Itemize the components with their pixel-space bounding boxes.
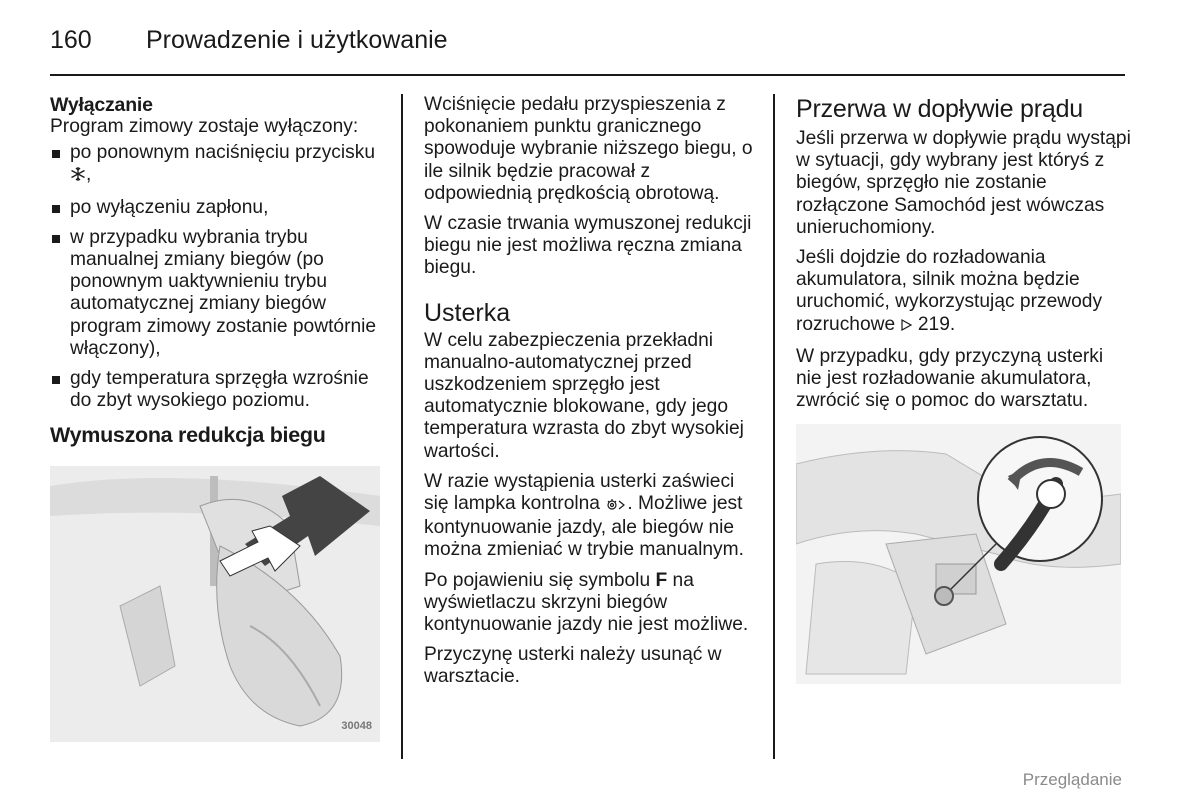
list-item — [50, 227, 385, 360]
paragraph: W celu zabezpieczenia przekładni manualno-automatycznej przed uszkodzeniem sprzęgło jest automatycznie blokowane, gdy jego temperatura wzrasta do zbyt wysokiej wartości. — [424, 329, 744, 462]
pedal-illustration — [50, 466, 380, 742]
paragraph — [424, 471, 759, 562]
paragraph: W czasie trwania wymuszonej redukcji biegu nie jest możliwa ręczna zmiana biegu. — [424, 213, 752, 279]
engine-illustration — [796, 424, 1121, 684]
page-reference-arrow-icon — [901, 316, 913, 338]
list-item-text: po wyłączeniu zapłonu, — [70, 196, 269, 218]
paragraph: Przyczynę usterki należy usunąć w warsztacie. — [424, 644, 722, 688]
page-number: 160 — [50, 26, 92, 54]
column-divider — [401, 94, 403, 759]
paragraph-text: Jeśli dojdzie do rozładowania akumulatora, silnik można będzie uruchomić, wykorzystując przewody rozruchowe — [796, 247, 1103, 335]
column-middle — [424, 94, 759, 697]
paragraph — [796, 247, 1131, 338]
list-item-text: po ponownym naciśnięciu przycisku — [70, 142, 376, 164]
bullet-icon — [52, 150, 60, 158]
paragraph-text: Po pojawieniu się symbolu — [424, 569, 651, 591]
page-title: Prowadzenie i użytkowanie — [146, 26, 448, 54]
intro-text: Program zimowy zostaje wyłączony: — [50, 116, 359, 137]
paragraph: Wciśnięcie pedału przyspieszenia z pokonaniem punktu granicznego spowoduje wybranie niższego biegu, o ile silnik będzie pracował z odpowiednią prędkością obrotową. — [424, 94, 753, 204]
section-heading-przerwa: Przerwa w dopływie prądu — [796, 95, 1083, 123]
paragraph-text: . Możliwe jest kontynuowanie jazdy, ale biegów nie można zmieniać w trybie manualnym. — [424, 493, 744, 561]
bullet-icon — [52, 376, 60, 384]
figure-code: 30048 — [341, 720, 372, 732]
gear-warning-icon — [605, 495, 627, 517]
list-item-text: w przypadku wybrania trybu manualnej zmiany biegów (po ponownym uaktywnieniu trybu automatycznej zmiany biegów program zimowy zostanie powtórnie włączony), — [70, 226, 377, 359]
symbol-f: F — [655, 569, 668, 591]
column-right — [796, 94, 1131, 420]
list-item — [50, 142, 385, 188]
paragraph — [424, 570, 759, 637]
bullet-icon — [52, 205, 60, 213]
page-reference: 219. — [917, 313, 956, 335]
paragraph: Jeśli przerwa w dopływie prądu wystąpi w sytuacji, gdy wybrany jest któryś z biegów, sprzęgło nie zostanie rozłączone Samochód jest wówczas unieruchomiony. — [796, 128, 1131, 238]
bullet-icon — [52, 235, 60, 243]
column-left — [50, 94, 385, 452]
list-item-text: gdy temperatura sprzęgła wzrośnie do zbyt wysokiego poziomu. — [70, 368, 369, 412]
header-divider — [50, 74, 1125, 76]
list-item — [50, 368, 385, 412]
snowflake-icon — [70, 166, 86, 188]
footer-label: Przeglądanie — [1022, 770, 1122, 789]
section-heading-redukcja: Wymuszona redukcja biegu — [50, 423, 326, 448]
bullet-list — [50, 142, 385, 412]
paragraph-text: na wyświetlaczu skrzyni biegów kontynuowanie jazdy nie jest możliwe. — [424, 569, 749, 636]
list-item — [50, 197, 385, 219]
paragraph: W przypadku, gdy przyczyną usterki nie jest rozładowanie akumulatora, zwrócić się o pomoc do warsztatu. — [796, 345, 1104, 412]
section-heading-wylaczanie: Wyłączanie — [50, 94, 153, 116]
section-heading-usterka: Usterka — [424, 298, 511, 327]
page-header — [50, 26, 448, 60]
column-divider — [773, 94, 775, 759]
list-item-suffix: , — [86, 164, 92, 186]
paragraph-text: W razie wystąpienia usterki zaświeci się lampka kontrolna — [424, 470, 735, 515]
